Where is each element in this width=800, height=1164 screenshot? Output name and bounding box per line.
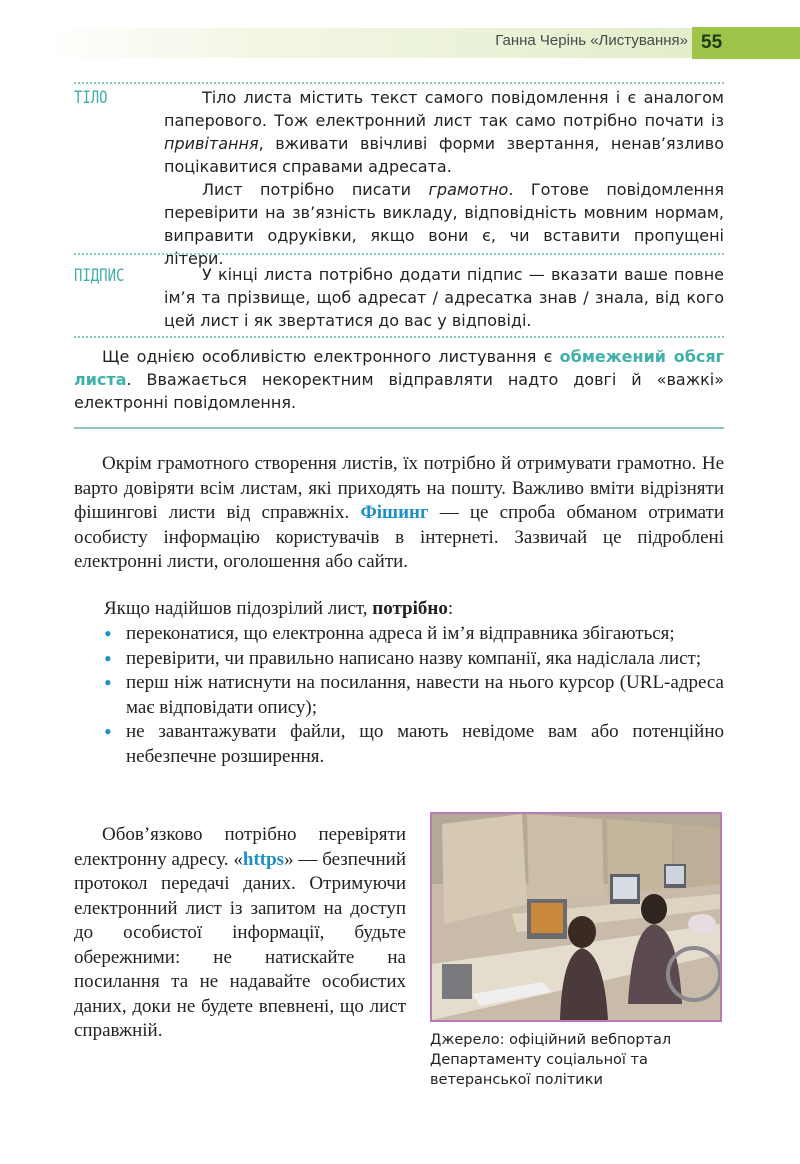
https-paragraph: Обов’язково потрібно перевіряти електронну адресу. «https» — безпечний протокол передачі даних. Отримуючи електронний лист із запитом на доступ до особистої інформації, будьте обережними: не натискайте на посилання та не надавайте особистих даних, доки не будете впевнені, що лист справжній.	[74, 824, 406, 1041]
list-item: • не завантажувати файли, що мають невідоме вам або потенційно небезпечне розширення.	[104, 719, 724, 767]
phishing-term: Фішинг	[360, 502, 429, 523]
volume-note: Ще однією особливістю електронного листування є обмежений обсяг листа. Вважається некоректним відправляти надто довгі й «важкі» електронні повідомлення.	[74, 347, 725, 412]
list-item: • перш ніж натиснути на посилання, навести на нього курсор (URL-адреса має відповідати опису);	[104, 670, 724, 718]
dotted-divider	[74, 82, 724, 84]
section-rule	[74, 427, 724, 429]
section-signature-text	[164, 263, 724, 332]
bullet-icon: •	[104, 719, 112, 744]
highlight-term: обмежений обсяг листа	[74, 347, 725, 389]
list-item: • переконатися, що електронна адреса й ім’я відправника збігаються;	[104, 621, 675, 646]
phishing-paragraph: Окрім грамотного створення листів, їх потрібно й отримувати грамотно. Не варто довіряти всім листам, які приходять на пошту. Важливо вміти відрізняти фішингові листи від справжніх. Фішинг — це спроба обманом отримати особисту інформацію користувачів в інтернеті. Зазвичай це підроблені електронні листи, оголошення або сайти.	[74, 453, 724, 572]
dotted-divider	[74, 336, 724, 338]
section-label-body: ТІЛО	[74, 88, 108, 108]
photo-illustration	[432, 814, 720, 1020]
https-term: https	[242, 848, 285, 870]
body-paragraph-1: Тіло листа містить текст самого повідомлення і є аналогом паперового. Тож електронний лист так само потрібно почати із привітання, вживати ввічливі форми звертання, ненав’язливо поцікавитися справами адресата.	[164, 88, 724, 176]
signature-paragraph: У кінці листа потрібно додати підпис — вказати ваше повне ім’я та прізвище, щоб адресат / адресатка знав / знала, від кого цей лист і як звертатися до вас у відповіді.	[164, 265, 724, 330]
section-body-text	[164, 86, 724, 270]
suspicious-letter-intro: Якщо надійшов підозрілий лист, потрібно:	[104, 598, 454, 619]
photo-caption: Джерело: офіційний вебпортал Департаменту соціальної та ветеранської політики	[430, 1032, 672, 1088]
page-number: 55	[692, 27, 800, 59]
list-item: • перевірити, чи правильно написано назву компанії, яка надіслала лист;	[104, 645, 702, 671]
bullet-icon: •	[104, 670, 112, 695]
body-paragraph-2: Лист потрібно писати грамотно. Готове повідомлення перевірити на зв’язність викладу, відповідність мовним нормам, виправити одруківки, якщо вони є, чи вставити пропущені літери.	[164, 180, 724, 268]
computer-class-photo	[430, 812, 722, 1022]
section-label-signature: ПІДПИС	[74, 266, 125, 286]
running-header-title: Ганна Черінь «Листування»	[495, 32, 688, 49]
checklist	[104, 622, 724, 769]
dotted-divider	[74, 253, 724, 255]
bullet-icon: •	[104, 621, 112, 646]
bullet-icon: •	[104, 645, 112, 671]
